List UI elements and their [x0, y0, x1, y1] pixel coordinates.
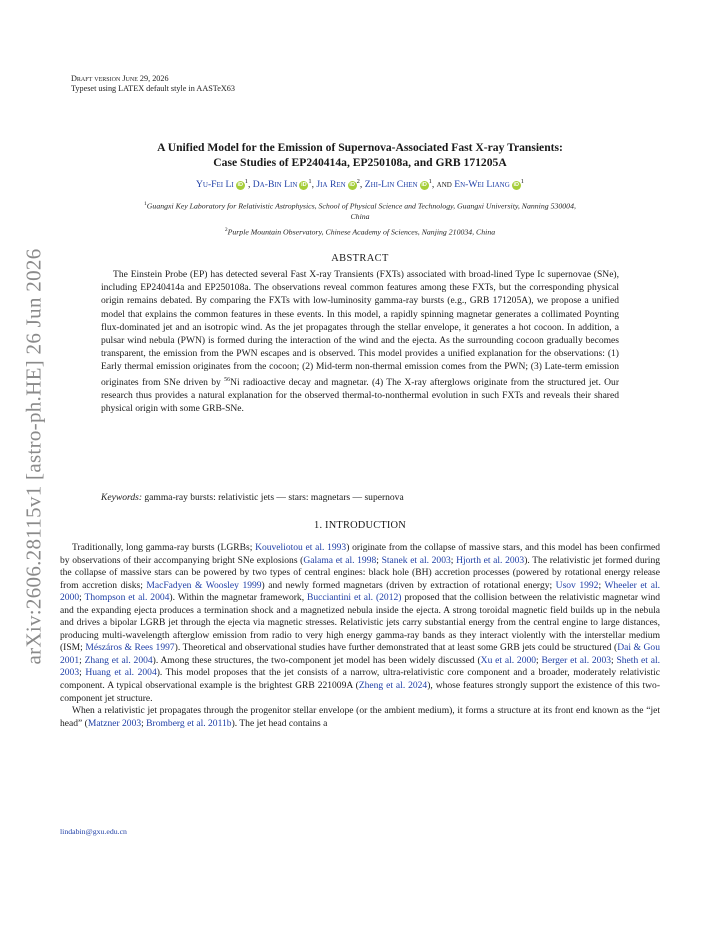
citation-link[interactable]: Sheth et al. 2003: [60, 654, 661, 679]
paragraph-text: Traditionally, long gamma-ray bursts (LGRBs;: [72, 542, 256, 553]
keywords-text: gamma-ray bursts: relativistic jets — stars: magnetars — supernova: [144, 492, 404, 503]
orcid-icon[interactable]: iD: [301, 182, 307, 189]
paragraph-text: ). Within the magnetar framework,: [169, 592, 308, 604]
paragraph-text: ). The jet head contains a: [231, 717, 328, 729]
affiliation-2: [60, 225, 660, 238]
abstract-text-continued: Ni radioactive decay and magnetar. (4) The X-ray afterglows originate from the structured jet. Our research thus provides a natural explanation for the observed thermal-to-nonthermal evolution in such FXTs and reveals their shared physical origin with some GRB-SNe.: [101, 376, 619, 415]
author-name[interactable]: Jia Ren: [316, 179, 346, 191]
paragraph-text: ;: [376, 554, 382, 566]
author-and: and: [436, 179, 452, 191]
author-list: Yu-Fei Li $iD^1$, Da-Bin Lin $iD^1$, Jia Ren $iD^2$, Zhi-Lin Chen $iD^1$, and En-Wei Liang $iD^1$: [196, 178, 524, 191]
paragraph-text: ), whose features strongly support the existence of this two-component jet structure.: [60, 680, 660, 704]
title-line-2: Case Studies of EP240414a, EP250108a, and GRB 171205A: [213, 156, 507, 169]
author-affil-mark: 1: [428, 178, 432, 185]
affiliation-text: Purple Mountain Observatory, Chinese Academy of Sciences, Nanjing 210034, China: [227, 227, 496, 237]
citation-link[interactable]: Xu et al. 2000: [480, 654, 537, 666]
citation-link[interactable]: Kouveliotou et al. 1993: [255, 542, 347, 553]
citation-link[interactable]: Zhang et al. 2004: [84, 654, 153, 666]
orcid-icon[interactable]: iD: [513, 182, 519, 189]
paragraph-text: ) and newly formed magnetars (driven by extraction of rotational energy;: [261, 579, 556, 591]
keywords: [101, 492, 619, 503]
intro-paragraph-2: [60, 705, 660, 730]
paragraph-text: proposed that the collision between the relativistic magnetar wind and the expanding ejecta produces a termination shock and a magnetized nebula inside the ejecta. A strong toroidal magnetic field builds up in the nebula and drives a bipolar LGRB jet through the ejecta via magnetic stresses. Relativistic jets carry substantial energy from the central engine to large distances, producing multi-wavelength afterglow emission from radio to very high energy gamma-ray bands as they interact violently with the interstellar medium (ISM;: [60, 592, 661, 654]
affiliation-text-continued: China: [350, 212, 370, 222]
affiliation-number: 1: [144, 201, 147, 207]
intro-paragraph-1: [60, 542, 660, 705]
author-affil-mark: 1: [308, 178, 312, 185]
paragraph-text: ;: [611, 654, 617, 666]
author-affil-mark: 1: [244, 178, 248, 185]
orcid-icon[interactable]: iD: [237, 182, 243, 189]
author-name[interactable]: Da-Bin Lin: [252, 179, 298, 191]
arxiv-identifier-text: arXiv:2606.28115v1 [astro-ph.HE] 26 Jun 2026: [21, 247, 46, 665]
corresponding-email[interactable]: lindabin@gxu.edu.cn: [60, 827, 127, 836]
abstract-body: [101, 268, 619, 415]
citation-link[interactable]: Galama et al. 1998: [303, 554, 377, 566]
abstract-text: The Einstein Probe (EP) has detected several Fast X-ray Transients (FXTs) associated with broad-lined Type Ic supernovae (SNe), including EP240414a and EP250108a. The observations reveal common features among these FXTs, but the corresponding physical origin remains debated. By comparing the FXTs with low-luminosity gamma-ray bursts (e.g., GRB 171205A), we propose a unified model that explains the common features in these events. In this model, a rapidly spinning magnetar generates a collimated Poynting flux-dominated jet and an isotropic wind. As the jet propagates through the stellar envelope, it generates a hot cocoon. In addition, a pulsar wind nebula (PWN) is formed during the interaction of the wind and the ejecta. As the surrounding cocoon gradually becomes transparent, the emission from the PWN escapes and is observed. This model provides a unified explanation for the observations: (1) Early thermal emission originates from the cocoon; (2) Mid-term non-thermal emission comes from the PWN; (3) Late-term emission originates from SNe driven by: [101, 269, 619, 388]
citation-link[interactable]: Zheng et al. 2024: [358, 680, 428, 692]
author-name[interactable]: En-Wei Liang: [454, 179, 510, 191]
paragraph-text: ;: [79, 667, 86, 679]
author-name[interactable]: Yu-Fei Li: [196, 179, 234, 191]
paragraph-text: ;: [79, 654, 85, 666]
draft-version-line: Draft version June 29, 2026: [71, 74, 169, 83]
paragraph-text: ;: [79, 592, 85, 604]
affiliation-number: 2: [224, 227, 228, 233]
citation-link[interactable]: Bucciantini et al. (2012): [307, 592, 402, 604]
paragraph-text: ). This model proposes that the jet consists of a narrow, ultra-relativistic core component and a broader, moderately relativistic component. A typical observational example is the brightest GRB 221009A (: [60, 667, 660, 692]
affiliation-text: Guangxi Key Laboratory for Relativistic Astrophysics, School of Physical Science and Technology, Guangxi University, Nanning 530004,: [146, 201, 576, 211]
typeset-line: Typeset using LATEX default style in AASTeX63: [71, 84, 235, 93]
author-name[interactable]: Zhi-Lin Chen: [364, 179, 418, 191]
paragraph-text: When a relativistic jet propagates through the progenitor stellar envelope (or the ambient medium), it forms a structure at its front end known as the “jet head” (: [60, 705, 660, 729]
citation-link[interactable]: Huang et al. 2004: [85, 667, 157, 679]
paper-title: [60, 140, 660, 170]
citation-link[interactable]: Dai & Gou 2001: [60, 642, 660, 666]
citation-link[interactable]: Matzner 2003: [87, 717, 142, 729]
author-affil-mark: 1: [520, 178, 524, 185]
citation-link[interactable]: Usov 1992: [555, 579, 599, 591]
paragraph-text: ). Theoretical and observational studies have further demonstrated that at least some GRB jets could be structured (: [174, 642, 618, 654]
paragraph-text: ;: [598, 579, 605, 591]
arxiv-identifier-stamp: [10, 236, 58, 676]
keywords-label: Keywords:: [101, 492, 143, 503]
citation-link[interactable]: Thompson et al. 2004: [84, 592, 170, 604]
paragraph-text: ;: [536, 654, 542, 666]
abstract-heading: ABSTRACT: [331, 253, 389, 264]
citation-link[interactable]: MacFadyen & Woosley 1999: [146, 579, 262, 591]
citation-link[interactable]: Hjorth et al. 2003: [456, 554, 525, 566]
introduction-body: [60, 542, 660, 730]
title-line-1: A Unified Model for the Emission of Supernova-Associated Fast X-ray Transients:: [157, 141, 563, 154]
orcid-icon[interactable]: iD: [421, 182, 427, 189]
orcid-icon[interactable]: iD: [349, 182, 355, 189]
paragraph-text: ). The relativistic jet formed during the collapse of massive stars can be powered by two types of central engines: black hole (BH) accretion processes (powered by rotational energy release from accretion disks;: [60, 554, 660, 591]
citation-link[interactable]: Stanek et al. 2003: [381, 554, 451, 566]
paragraph-text: ;: [141, 717, 147, 729]
draft-header: [71, 74, 235, 94]
paragraph-text: ;: [450, 554, 457, 566]
author-affil-mark: 2: [356, 178, 360, 185]
citation-link[interactable]: Berger et al. 2003: [541, 654, 611, 666]
section-heading: 1. INTRODUCTION: [314, 520, 406, 531]
paragraph-text: ). Among these structures, the two-component jet model has been widely discussed (: [152, 654, 481, 666]
paragraph-text: ) originate from the collapse of massive stars, and this model has been confirmed by observations of their accompanying bright SNe explosions (: [60, 542, 661, 566]
citation-link[interactable]: Bromberg et al. 2011b: [146, 717, 232, 729]
citation-link[interactable]: Wheeler et al. 2000: [60, 579, 661, 604]
affiliation-1: [60, 199, 660, 223]
abstract-superscript: 56: [224, 376, 231, 383]
citation-link[interactable]: Mészáros & Rees 1997: [85, 642, 175, 654]
